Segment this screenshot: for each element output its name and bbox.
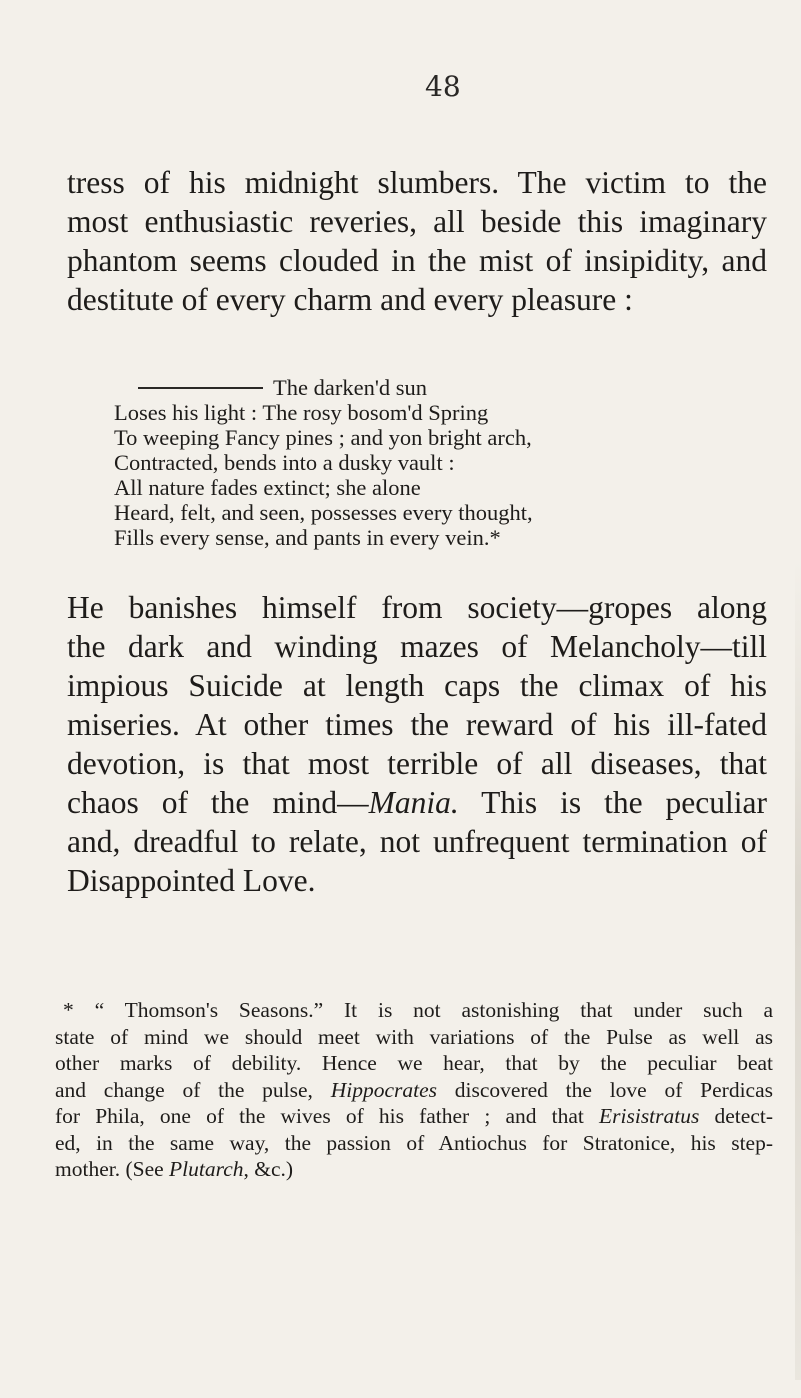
text-segment: and change of the pulse, (55, 1077, 331, 1102)
poem-quotation (114, 375, 533, 550)
text-line: impious Suicide at length caps the climax of his (67, 668, 767, 703)
footnote-line: state of mind we should meet with variations of the Pulse as well as (55, 1024, 773, 1049)
poem-line: Contracted, bends into a dusky vault : (114, 450, 455, 475)
footnote-line: other marks of debility. Hence we hear, that by the peculiar beat (55, 1051, 773, 1075)
paragraph-opening (67, 163, 767, 319)
text-line: He banishes himself from society—gropes along (67, 590, 767, 625)
paragraph-main (67, 588, 767, 900)
footnote-line (55, 1103, 773, 1130)
text-line: most enthusiastic reveries, all beside this imaginary (67, 204, 767, 239)
text-segment: detect- (699, 1104, 773, 1128)
dash-rule (138, 387, 263, 389)
poem-line: All nature fades extinct; she alone (114, 475, 421, 500)
text-line: the dark and winding mazes of Melancholy—till (67, 629, 767, 664)
footnote-line (55, 1077, 773, 1104)
italic-term: Mania. (368, 785, 459, 820)
text-line: devotion, is that most terrible of all diseases, that (67, 746, 767, 781)
text-segment: for Phila, one of the wives of his father ; and that (55, 1104, 599, 1128)
text-line: Disappointed Love. (67, 863, 316, 898)
text-segment: chaos of the mind— (67, 785, 369, 820)
poem-line: Fills every sense, and pants in every vein.* (114, 525, 501, 550)
footnote-line (55, 1156, 773, 1183)
footnote-line: * “ Thomson's Seasons.” It is not astonishing that under such a (63, 998, 773, 1022)
text-line: miseries. At other times the reward of his ill-fated (67, 707, 767, 742)
poem-line: Heard, felt, and seen, possesses every thought, (114, 500, 533, 525)
footnote (55, 997, 773, 1183)
text-line: destitute of every charm and every pleasure : (67, 282, 633, 317)
poem-line-text: The darken'd sun (273, 375, 428, 400)
text-line: and, dreadful to relate, not unfrequent termination of (67, 824, 767, 859)
text-segment: , &c.) (243, 1157, 294, 1181)
italic-name: Erisistratus (599, 1104, 700, 1128)
italic-name: Hippocrates (330, 1077, 437, 1102)
page-number: 48 (425, 70, 461, 103)
footnote-line: ed, in the same way, the passion of Antiochus for Stratonice, his step- (55, 1130, 773, 1155)
page-edge-shadow (795, 560, 801, 1380)
text-line: tress of his midnight slumbers. The victim to the (67, 165, 767, 200)
poem-line: To weeping Fancy pines ; and yon bright arch, (114, 425, 532, 450)
text-line: phantom seems clouded in the mist of insipidity, and (67, 243, 767, 278)
poem-line: Loses his light : The rosy bosom'd Spring (114, 400, 489, 425)
italic-name: Plutarch (169, 1157, 244, 1181)
poem-line (114, 375, 533, 400)
text-line (67, 783, 767, 822)
text-segment: mother. (See (55, 1157, 170, 1181)
text-segment: This is the peculiar (458, 785, 767, 820)
text-segment: discovered the love of Perdicas (437, 1077, 773, 1102)
